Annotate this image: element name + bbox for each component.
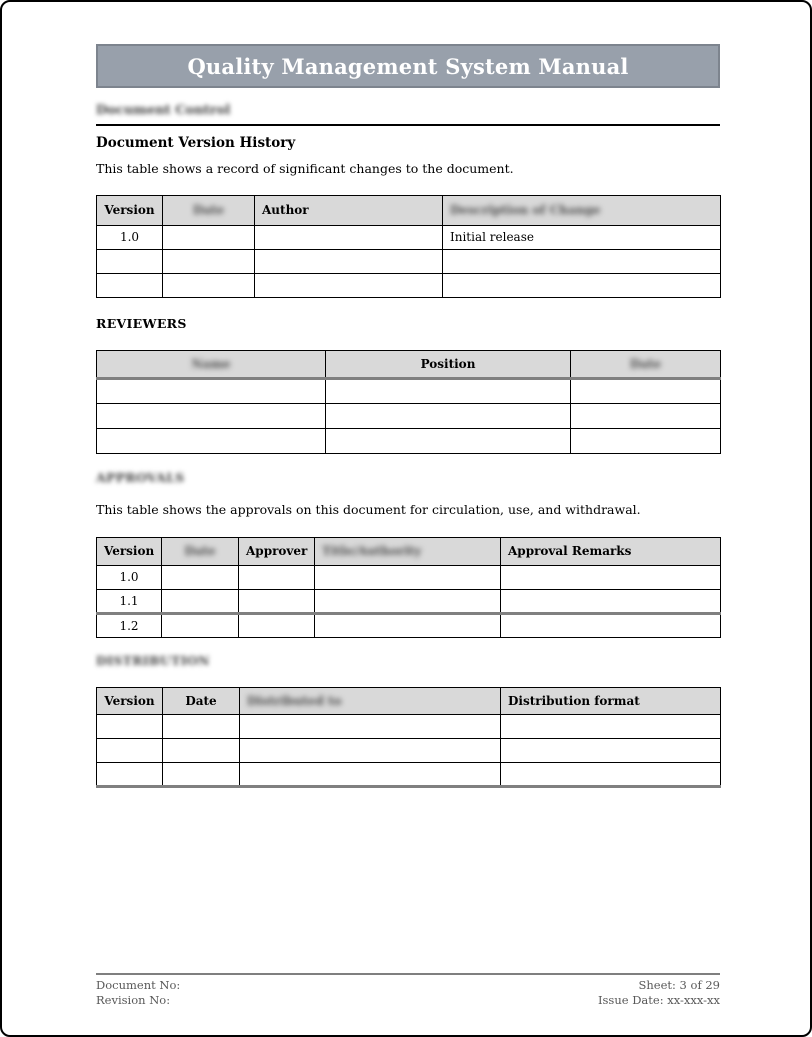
table-cell: [97, 429, 326, 454]
section-heading-document-control: [96, 103, 720, 126]
table-row: [97, 379, 721, 404]
table-cell: [97, 274, 163, 298]
column-header-label: Name: [191, 356, 231, 371]
table-cell: [97, 379, 326, 404]
table-cell: [239, 590, 315, 614]
table-cell: 1.2: [97, 614, 162, 638]
table-cell: [255, 274, 443, 298]
table-row: [97, 226, 721, 250]
column-header-label: Description of Change: [450, 203, 601, 217]
table-cell: [239, 614, 315, 638]
table-cell: [97, 404, 326, 429]
table-cell: [326, 429, 571, 454]
footer-document-no: Document No:: [96, 978, 181, 992]
column-header-approval-remarks: [501, 538, 721, 566]
reviewers-table: [96, 350, 721, 454]
document-control-label: Document Control: [96, 103, 231, 118]
distribution-table: [96, 687, 721, 788]
table-row: [97, 739, 721, 763]
table-cell: 1.0: [97, 226, 163, 250]
column-header-date: [571, 351, 721, 379]
column-header-label: Position: [420, 356, 476, 371]
footer-left: [96, 978, 180, 1008]
column-header-version: [97, 196, 163, 226]
table-row: [97, 614, 721, 638]
column-header-label: Version: [104, 544, 155, 558]
column-header-label: Approval Remarks: [508, 544, 632, 558]
table-cell: [501, 763, 721, 787]
table-cell: [240, 715, 501, 739]
footer-right: [598, 978, 720, 1008]
table-cell: [97, 763, 163, 787]
table-cell: [501, 739, 721, 763]
table-cell: [255, 250, 443, 274]
table-cell: [315, 590, 501, 614]
version-history-table: [96, 195, 721, 298]
table-cell: [255, 226, 443, 250]
table-cell: [571, 429, 721, 454]
column-header-label: Date: [185, 693, 217, 708]
table-cell: [501, 715, 721, 739]
column-header-label: Version: [104, 203, 155, 217]
title-bar: [96, 44, 720, 88]
table-cell: [162, 590, 239, 614]
column-header-date: [162, 538, 239, 566]
column-header-label: Title/Authority: [322, 544, 422, 558]
approvals-table: [96, 537, 721, 638]
column-header-position: [326, 351, 571, 379]
column-header-label: Distribution format: [508, 693, 640, 708]
table-cell: [326, 379, 571, 404]
table-cell: [443, 274, 721, 298]
heading-approvals: [96, 470, 720, 485]
table-row: [97, 566, 721, 590]
table-cell: [240, 763, 501, 787]
column-header-version: [97, 538, 162, 566]
table-cell: [240, 739, 501, 763]
table-cell: [163, 250, 255, 274]
column-header-date: [163, 688, 240, 715]
table-cell: [571, 379, 721, 404]
table-row: [97, 429, 721, 454]
table-cell: [315, 566, 501, 590]
column-header-label: Distributed to: [247, 693, 342, 708]
column-header-approver: [239, 538, 315, 566]
table-cell: [97, 739, 163, 763]
table-cell: [97, 715, 163, 739]
table-cell: [443, 250, 721, 274]
column-header-label: Date: [192, 203, 225, 217]
column-header-label: Version: [104, 693, 155, 708]
column-header-version: [97, 688, 163, 715]
column-header-date: [163, 196, 255, 226]
table-cell: [163, 763, 240, 787]
table-row: [97, 404, 721, 429]
column-header-distribution-format: [501, 688, 721, 715]
table-cell: [501, 590, 721, 614]
table-cell: Initial release: [443, 226, 721, 250]
table-cell: [501, 614, 721, 638]
approvals-heading-label: APPROVALS: [96, 470, 185, 485]
table-cell: [162, 566, 239, 590]
approvals-description: This table shows the approvals on this document for circulation, use, and withdrawal.: [96, 502, 641, 517]
column-header-author: [255, 196, 443, 226]
document-title: Quality Management System Manual: [187, 53, 629, 79]
column-header-name: [97, 351, 326, 379]
table-cell: [315, 614, 501, 638]
table-row: [97, 590, 721, 614]
column-header-label: Date: [184, 544, 216, 558]
heading-distribution: [96, 653, 720, 668]
footer-issue-date: Issue Date: xx-xxx-xx: [597, 992, 720, 1007]
table-cell: [163, 226, 255, 250]
table-cell: 1.1: [97, 590, 162, 614]
table-cell: [163, 739, 240, 763]
footer-revision-no: Revision No:: [96, 992, 171, 1007]
table-cell: [162, 614, 239, 638]
table-cell: [571, 404, 721, 429]
table-row: [97, 250, 721, 274]
table-cell: [163, 274, 255, 298]
distribution-heading-label: DISTRIBUTION: [96, 653, 210, 668]
table-row: [97, 274, 721, 298]
column-header-description-of-change: [443, 196, 721, 226]
column-header-label: Author: [262, 203, 309, 217]
table-cell: [163, 715, 240, 739]
table-cell: [501, 566, 721, 590]
table-row: [97, 763, 721, 787]
table-cell: [326, 404, 571, 429]
column-header-label: Date: [629, 356, 662, 371]
footer-sheet: Sheet: 3 of 29: [638, 978, 720, 992]
table-cell: [239, 566, 315, 590]
heading-document-version-history: Document Version History: [96, 135, 296, 151]
heading-reviewers: REVIEWERS: [96, 316, 187, 331]
version-history-description: This table shows a record of significant changes to the document.: [96, 161, 514, 176]
table-cell: 1.0: [97, 566, 162, 590]
column-header-title-authority: [315, 538, 501, 566]
footer: [96, 973, 720, 1008]
table-cell: [97, 250, 163, 274]
column-header-label: Approver: [246, 544, 308, 558]
column-header-distributed-to: [240, 688, 501, 715]
table-row: [97, 715, 721, 739]
